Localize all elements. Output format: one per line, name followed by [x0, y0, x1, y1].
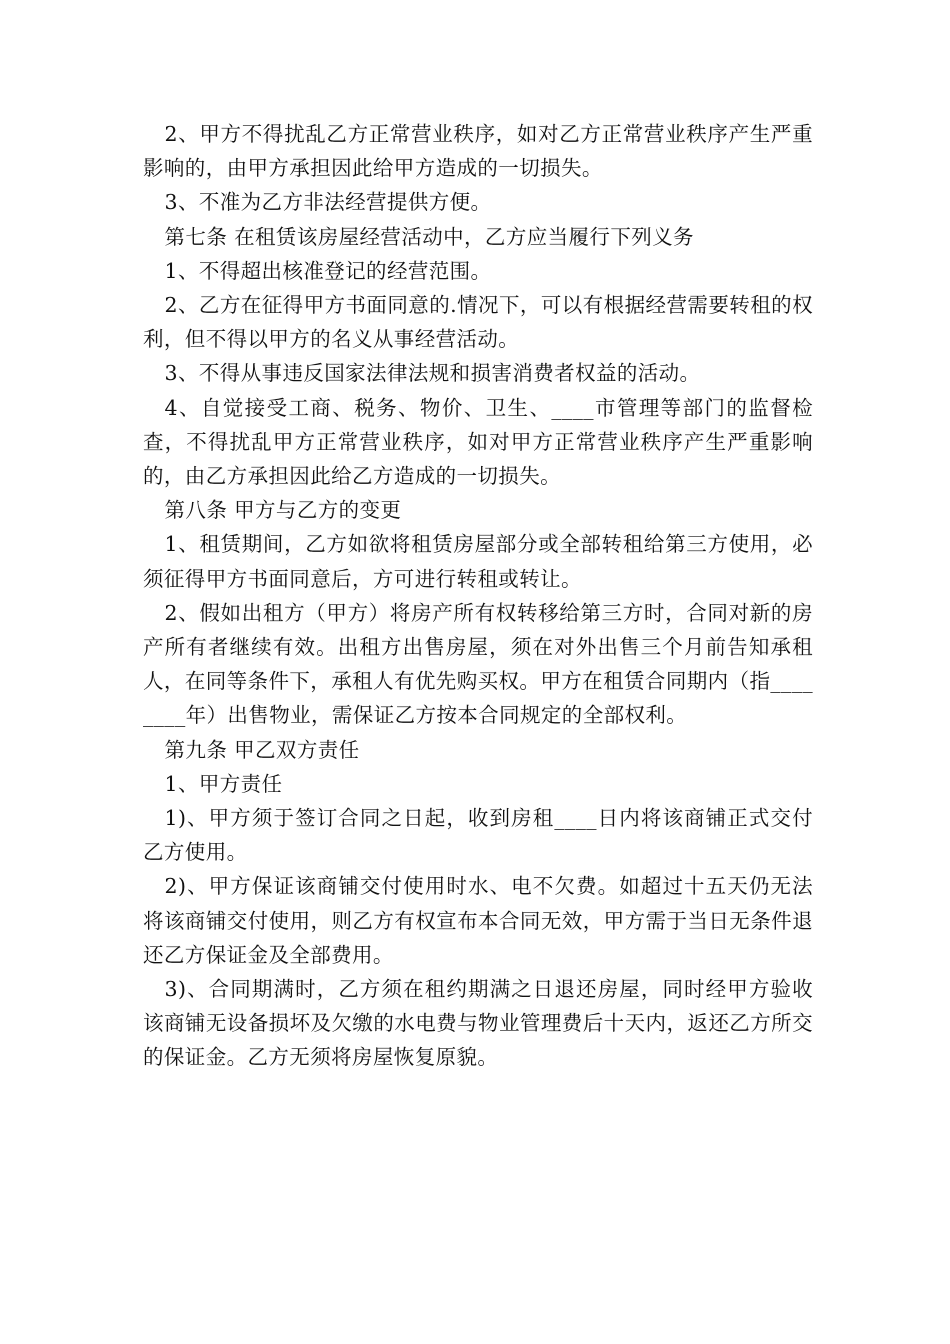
clause-paragraph: 3)、合同期满时，乙方须在租约期满之日退还房屋，同时经甲方验收该商铺无设备损坏及欠缴的水电费与物业管理费后十天内，返还乙方所交的保证金。乙方无须将房屋恢复原貌。: [143, 977, 813, 1070]
clause-paragraph: 2)、甲方保证该商铺交付使用时水、电不欠费。如超过十五天仍无法将该商铺交付使用，则乙方有权宣布本合同无效，甲方需于当日无条件退还乙方保证金及全部费用。: [143, 874, 813, 967]
clause-paragraph: 3、不准为乙方非法经营提供方便。: [164, 190, 492, 215]
document-body: [143, 117, 813, 1075]
clause-paragraph: 2、假如出租方（甲方）将房产所有权转移给第三方时，合同对新的房产所有者继续有效。出租方出售房屋，须在对外出售三个月前告知承租人，在同等条件下，承租人有优先购买权。甲方在租赁合同期内（指________年）出售物业，需保证乙方按本合同规定的全部权利。: [143, 600, 813, 728]
clause-paragraph: 2、甲方不得扰乱乙方正常营业秩序，如对乙方正常营业秩序产生严重影响的，由甲方承担因此给甲方造成的一切损失。: [143, 122, 813, 181]
clause-paragraph: 1、不得超出核准登记的经营范围。: [164, 258, 492, 283]
clause-paragraph: 2、乙方在征得甲方书面同意的.情况下，可以有根据经营需要转租的权利，但不得以甲方的名义从事经营活动。: [143, 293, 813, 352]
section-heading: 1、甲方责任: [164, 771, 283, 796]
clause-paragraph: 4、自觉接受工商、税务、物价、卫生、____市管理等部门的监督检查，不得扰乱甲方正常营业秩序，如对甲方正常营业秩序产生严重影响的，由乙方承担因此给乙方造成的一切损失。: [143, 395, 813, 489]
article-heading: 第八条 甲方与乙方的变更: [164, 498, 402, 523]
clause-paragraph: 1、租赁期间，乙方如欲将租赁房屋部分或全部转租给第三方使用，必须征得甲方书面同意后，方可进行转租或转让。: [143, 532, 813, 591]
clause-paragraph: 3、不得从事违反国家法律法规和损害消费者权益的活动。: [164, 361, 701, 386]
clause-paragraph: 1)、甲方须于签订合同之日起，收到房租____日内将该商铺正式交付乙方使用。: [143, 806, 813, 865]
article-heading: 第七条 在租赁该房屋经营活动中，乙方应当履行下列义务: [164, 224, 694, 249]
article-heading: 第九条 甲乙双方责任: [164, 737, 360, 762]
